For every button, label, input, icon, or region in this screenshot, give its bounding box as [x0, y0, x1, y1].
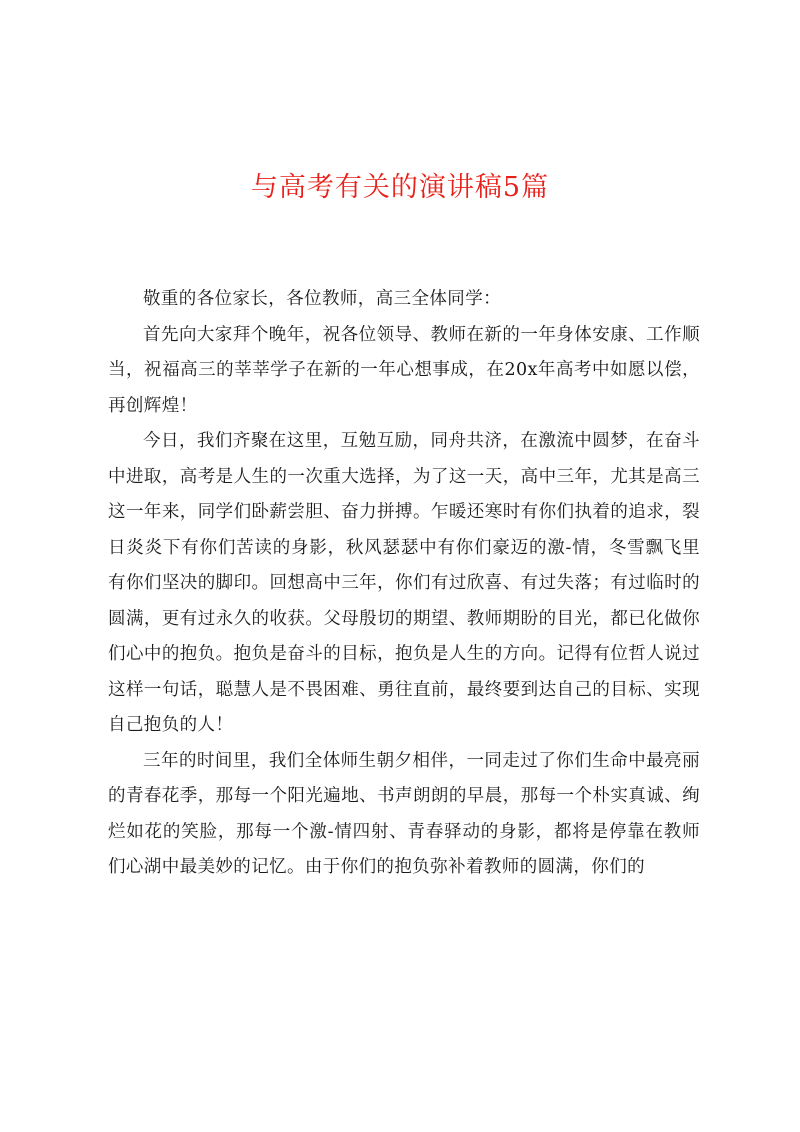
document-body: [108, 282, 700, 886]
body-paragraph: 今日，我们齐聚在这里，互勉互励，同舟共济，在激流中圆梦，在奋斗中进取，高考是人生的一次重大选择，为了这一天，高中三年，尤其是高三这一年来，同学们卧薪尝胆、奋力拼搏。乍暖还寒时有你们执着的追求，裂日炎炎下有你们苦读的身影，秋风瑟瑟中有你们豪迈的激-情，冬雪飘飞里有你们坚决的脚印。回想高中三年，你们有过欣喜、有过失落；有过临时的圆满，更有过永久的收获。父母殷切的期望、教师期盼的目光，都已化做你们心中的抱负。抱负是奋斗的目标，抱负是人生的方向。记得有位哲人说过这样一句话，聪慧人是不畏困难、勇往直前，最终要到达自己的目标、实现自己抱负的人！: [108, 431, 700, 735]
body-paragraph: 三年的时间里，我们全体师生朝夕相伴，一同走过了你们生命中最亮丽的青春花季，那每一个阳光遍地、书声朗朗的早晨，那每一个朴实真诚、绚烂如花的笑脸，那每一个激-情四射、青春驿动的身影，都将是停靠在教师们心湖中最美妙的记忆。由于你们的抱负弥补着教师的圆满，你们的: [108, 750, 700, 877]
document-title: 与高考有关的演讲稿5篇: [250, 172, 550, 203]
body-paragraph: 首先向大家拜个晚年，祝各位领导、教师在新的一年身体安康、工作顺当，祝福高三的莘莘学子在新的一年心想事成，在20x年高考中如愿以偿，再创辉煌！: [108, 324, 700, 416]
greeting-paragraph: 敬重的各位家长，各位教师，高三全体同学：: [143, 289, 501, 309]
